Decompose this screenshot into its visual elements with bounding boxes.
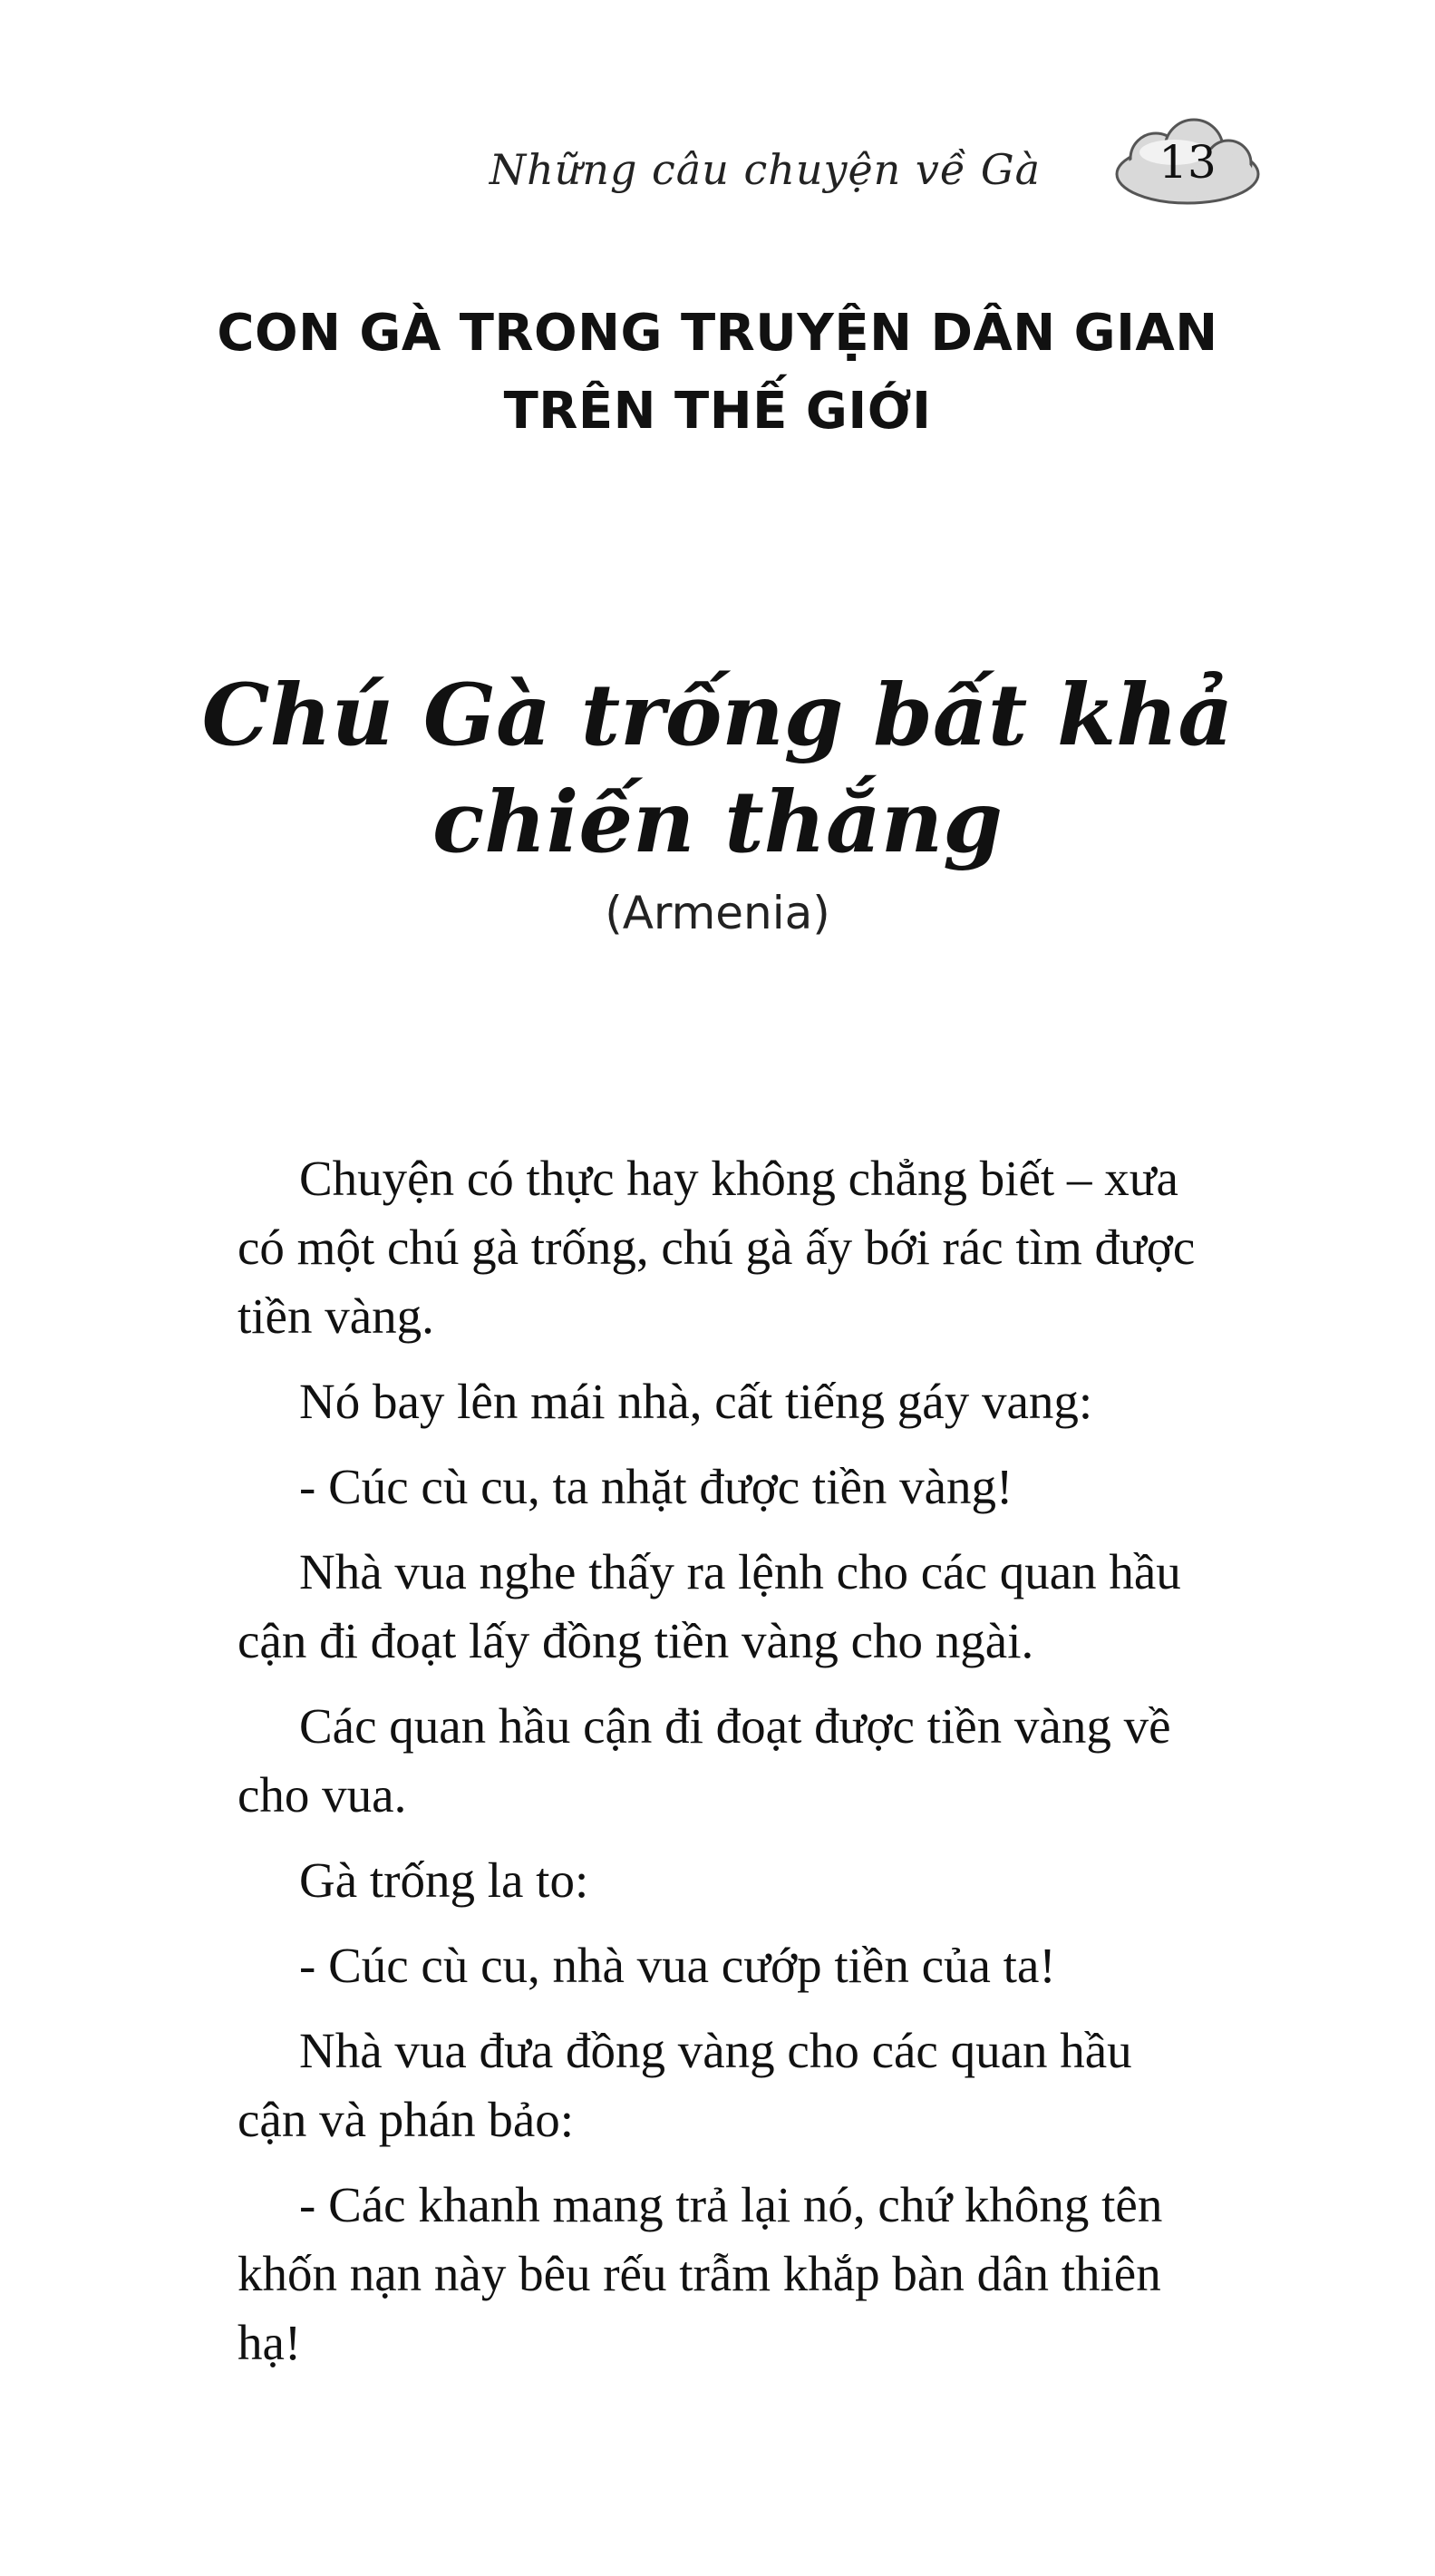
running-header	[0, 127, 1435, 236]
story-origin: (Armenia)	[605, 887, 830, 939]
paragraph: - Cúc cù cu, nhà vua cướp tiền của ta!	[299, 1938, 1056, 1993]
paragraph: Nhà vua nghe thấy ra lệnh cho các quan hầu cận đi đoạt lấy đồng tiền vàng cho ngài.	[238, 1544, 1181, 1668]
paragraph: - Cúc cù cu, ta nhặt được tiền vàng!	[299, 1459, 1013, 1514]
section-title-line-1: CON GÀ TRONG TRUYỆN DÂN GIAN	[217, 304, 1218, 363]
story-body	[238, 1144, 1207, 2394]
section-title-line-2: TRÊN THẾ GIỚI	[503, 382, 932, 441]
section-title	[0, 295, 1435, 451]
story-title	[0, 662, 1435, 876]
paragraph: Nhà vua đưa đồng vàng cho các quan hầu cận và phán bảo:	[238, 2023, 1132, 2147]
story-title-line-1: Chú Gà trống bất khả	[201, 666, 1234, 765]
paragraph: Nó bay lên mái nhà, cất tiếng gáy vang:	[299, 1374, 1093, 1429]
story-title-line-2: chiến thắng	[432, 773, 1003, 872]
paragraph: - Các khanh mang trả lại nó, chứ không tên khốn nạn này bêu rếu trẫm khắp bàn dân thiên hạ!	[238, 2177, 1163, 2370]
paragraph: Gà trống la to:	[299, 1852, 589, 1908]
page-number: 13	[1159, 136, 1217, 189]
running-title: Những câu chuyện về Gà	[489, 145, 1041, 194]
paragraph: Chuyện có thực hay không chẳng biết – xưa có một chú gà trống, chú gà ấy bới rác tìm được tiền vàng.	[238, 1151, 1196, 1344]
paragraph: Các quan hầu cận đi đoạt được tiền vàng về cho vua.	[238, 1698, 1171, 1823]
